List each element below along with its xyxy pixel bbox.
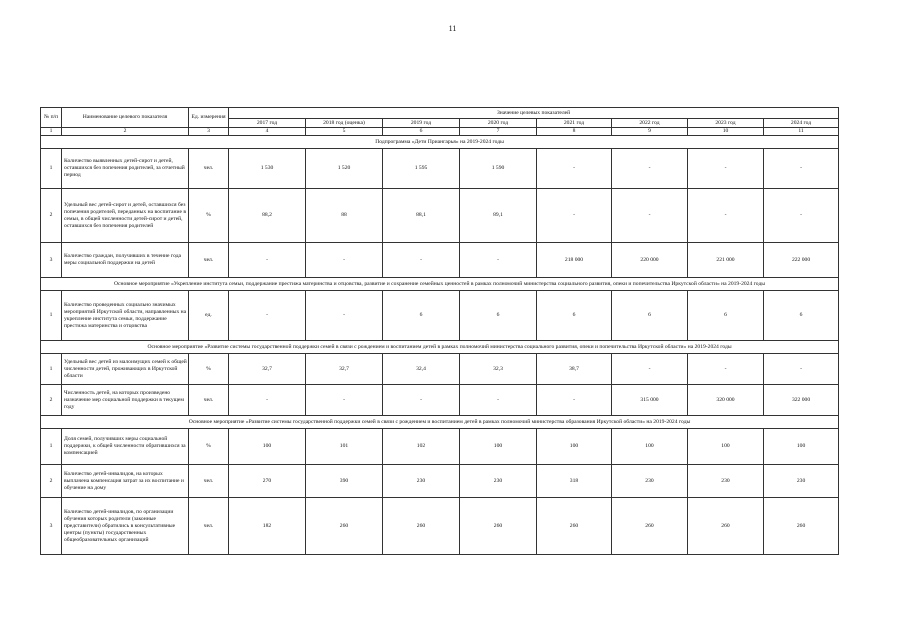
value-cell: 390	[306, 465, 383, 498]
table-row	[41, 189, 839, 243]
column-number: 2	[62, 128, 189, 136]
value-cell: 88	[306, 189, 383, 243]
value-cell: 218 000	[537, 243, 612, 278]
value-cell: -	[688, 354, 764, 385]
header-year: 2017 год	[229, 119, 306, 128]
value-cell: 260	[537, 498, 612, 555]
value-cell: -	[306, 243, 383, 278]
row-number: 3	[41, 243, 62, 278]
value-cell: 315 000	[612, 385, 688, 416]
value-cell: 100	[612, 429, 688, 465]
value-cell: 220 000	[612, 243, 688, 278]
value-cell: -	[764, 189, 839, 243]
value-cell: -	[764, 149, 839, 189]
section-row	[41, 278, 839, 291]
value-cell: -	[537, 149, 612, 189]
value-cell: 318	[537, 465, 612, 498]
value-cell: 322 000	[764, 385, 839, 416]
indicator-name: Численность детей, на которых произведено назначение мер социальной поддержки в текущем году	[62, 385, 189, 416]
table-row	[41, 291, 839, 341]
unit-cell: чел.	[189, 465, 229, 498]
value-cell: -	[764, 354, 839, 385]
table-row	[41, 149, 839, 189]
value-cell: -	[537, 189, 612, 243]
value-cell: 1 595	[383, 149, 460, 189]
section-row	[41, 341, 839, 354]
value-cell: -	[688, 149, 764, 189]
value-cell: 260	[383, 498, 460, 555]
column-number: 1	[41, 128, 62, 136]
header-year: 2023 год	[688, 119, 764, 128]
column-number: 6	[383, 128, 460, 136]
section-title: Подпрограмма «Дети Приангарья» на 2019-2024 годы	[41, 136, 839, 149]
value-cell: 270	[229, 465, 306, 498]
section-title: Основное мероприятие «Развитие системы государственной поддержки семей в связи с рождением и воспитанием детей в рамках полномочий министерства образования Иркутской области» на 2019-2024 годы	[41, 416, 839, 429]
value-cell: 6	[688, 291, 764, 341]
value-cell: -	[383, 243, 460, 278]
header-year: 2024 год	[764, 119, 839, 128]
value-cell: 6	[612, 291, 688, 341]
value-cell: 32,4	[383, 354, 460, 385]
header-year: 2020 год	[460, 119, 537, 128]
value-cell: 230	[764, 465, 839, 498]
value-cell: 100	[460, 429, 537, 465]
unit-cell: ед.	[189, 291, 229, 341]
header-year: 2022 год	[612, 119, 688, 128]
value-cell: 102	[383, 429, 460, 465]
indicator-name: Удельный вес детей-сирот и детей, оставшихся без попечения родителей, переданных на воспитание в семьи, в общей численности детей-сирот и детей, оставшихся без попечения родителей	[62, 189, 189, 243]
header-name: Наименование целевого показателя	[62, 108, 189, 128]
value-cell: 260	[306, 498, 383, 555]
value-cell: 88,2	[229, 189, 306, 243]
unit-cell: %	[189, 429, 229, 465]
value-cell: 32,3	[460, 354, 537, 385]
indicator-name: Количество выявленных детей-сирот и детей, оставшихся без попечения родителей, за отчетный период	[62, 149, 189, 189]
row-number: 1	[41, 149, 62, 189]
value-cell: 32,7	[229, 354, 306, 385]
value-cell: 32,7	[306, 354, 383, 385]
target-indicators-table	[40, 107, 839, 555]
header-unit: Ед. измерения	[189, 108, 229, 128]
value-cell: 230	[460, 465, 537, 498]
column-number: 5	[306, 128, 383, 136]
value-cell: -	[612, 354, 688, 385]
row-number: 1	[41, 291, 62, 341]
value-cell: -	[383, 385, 460, 416]
value-cell: 6	[460, 291, 537, 341]
row-number: 3	[41, 498, 62, 555]
value-cell: 230	[383, 465, 460, 498]
value-cell: -	[460, 243, 537, 278]
value-cell: 89,1	[460, 189, 537, 243]
indicator-name: Удельный вес детей из малоимущих семей к общей численности детей, проживающих в Иркутской области	[62, 354, 189, 385]
indicator-name: Количество детей-инвалидов, по организации обучения которых родители (законные представители) обратились в консультативные центры (пункты) государственных общеобразовательных организаций	[62, 498, 189, 555]
value-cell: -	[306, 291, 383, 341]
value-cell: 1 590	[460, 149, 537, 189]
value-cell: 1 520	[306, 149, 383, 189]
value-cell: 230	[688, 465, 764, 498]
table-row	[41, 354, 839, 385]
page-number: 11	[448, 24, 457, 33]
value-cell: 100	[229, 429, 306, 465]
header-year: 2021 год	[537, 119, 612, 128]
unit-cell: чел.	[189, 498, 229, 555]
value-cell: -	[229, 385, 306, 416]
row-number: 2	[41, 385, 62, 416]
value-cell: -	[612, 149, 688, 189]
value-cell: 222 000	[764, 243, 839, 278]
value-cell: 182	[229, 498, 306, 555]
unit-cell: %	[189, 189, 229, 243]
column-number: 9	[612, 128, 688, 136]
table-row	[41, 498, 839, 555]
unit-cell: чел.	[189, 243, 229, 278]
header-year: 2019 год	[383, 119, 460, 128]
section-title: Основное мероприятие «Развитие системы государственной поддержки семей в связи с рождением и воспитанием детей в рамках полномочий министерства социального развития, опеки и попечительства Иркутской области» на 2019-2024 годы	[41, 341, 839, 354]
value-cell: 6	[764, 291, 839, 341]
value-cell: 6	[383, 291, 460, 341]
value-cell: 260	[764, 498, 839, 555]
header-num: № п/п	[41, 108, 62, 128]
row-number: 2	[41, 465, 62, 498]
row-number: 2	[41, 189, 62, 243]
value-cell: 260	[460, 498, 537, 555]
value-cell: 260	[612, 498, 688, 555]
indicator-name: Доля семей, получивших меры социальной поддержки, к общей численности обратившихся за компенсацией	[62, 429, 189, 465]
unit-cell: чел.	[189, 385, 229, 416]
column-number: 4	[229, 128, 306, 136]
value-cell: -	[612, 189, 688, 243]
indicator-name: Количество детей-инвалидов, на которых выплачена компенсация затрат за их воспитание и обучение на дому	[62, 465, 189, 498]
header-year: 2018 год (оценка)	[306, 119, 383, 128]
section-row	[41, 416, 839, 429]
row-number: 1	[41, 354, 62, 385]
section-row	[41, 136, 839, 149]
value-cell: 221 000	[688, 243, 764, 278]
value-cell: 6	[537, 291, 612, 341]
section-title: Основное мероприятие «Укрепление института семьи, поддержание престижа материнства и отцовства, развитие и сохранение семейных ценностей в рамках полномочий министерства социального развития, опеки и попечительства Иркутской области» на 2019-2024 годы	[41, 278, 839, 291]
table-row	[41, 429, 839, 465]
value-cell: -	[229, 243, 306, 278]
unit-cell: чел.	[189, 149, 229, 189]
value-cell: 100	[537, 429, 612, 465]
indicator-name: Количество граждан, получивших в течение года меры социальной поддержки на детей	[62, 243, 189, 278]
column-number: 8	[537, 128, 612, 136]
value-cell: 230	[612, 465, 688, 498]
column-number: 10	[688, 128, 764, 136]
indicator-name: Количество проведенных социально значимых мероприятий Иркутской области, направленных на укрепление института семьи, поддержание престижа материнства и отцовства	[62, 291, 189, 341]
table-row	[41, 465, 839, 498]
column-number: 3	[189, 128, 229, 136]
value-cell: 260	[688, 498, 764, 555]
row-number: 1	[41, 429, 62, 465]
table-row	[41, 243, 839, 278]
value-cell: 320 000	[688, 385, 764, 416]
value-cell: 88,1	[383, 189, 460, 243]
value-cell: -	[460, 385, 537, 416]
table-row	[41, 385, 839, 416]
header-values: Значение целевых показателей	[229, 108, 839, 119]
value-cell: 1 530	[229, 149, 306, 189]
column-number: 11	[764, 128, 839, 136]
value-cell: 38,7	[537, 354, 612, 385]
value-cell: -	[537, 385, 612, 416]
value-cell: -	[688, 189, 764, 243]
column-number: 7	[460, 128, 537, 136]
value-cell: 101	[306, 429, 383, 465]
value-cell: 100	[764, 429, 839, 465]
unit-cell: %	[189, 354, 229, 385]
value-cell: -	[229, 291, 306, 341]
value-cell: -	[306, 385, 383, 416]
value-cell: 100	[688, 429, 764, 465]
